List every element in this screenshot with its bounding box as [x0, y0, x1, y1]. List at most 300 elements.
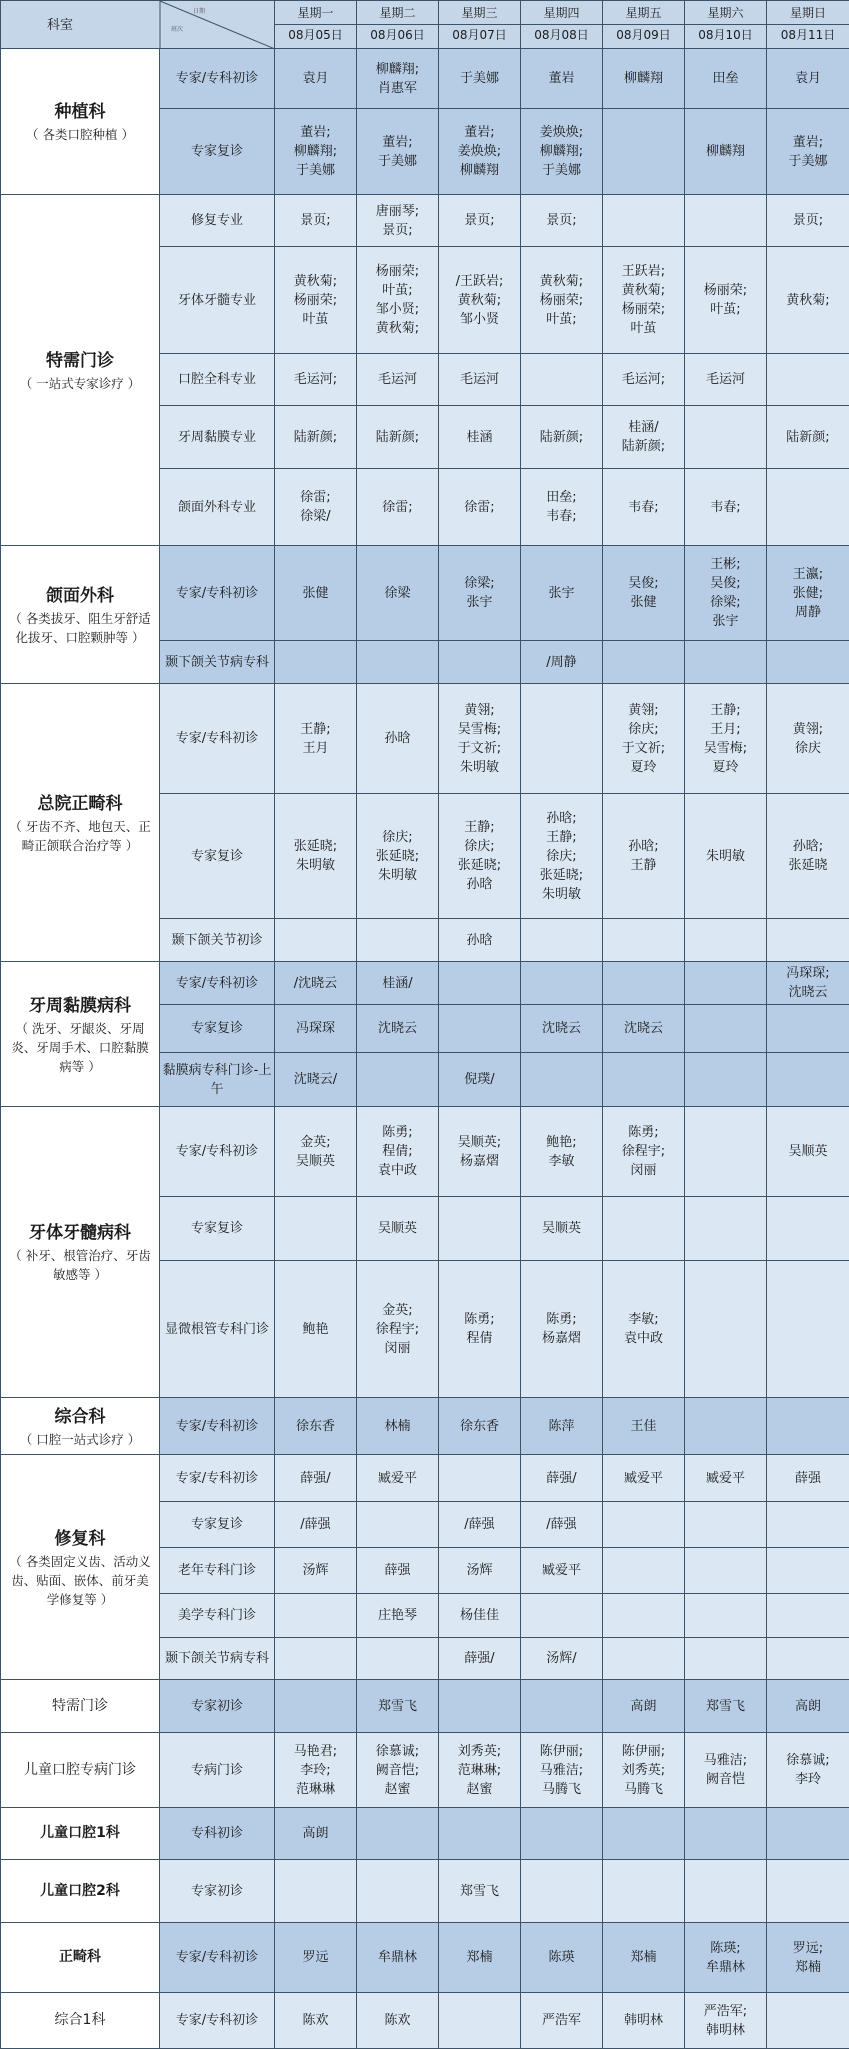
doctor-cell [603, 1502, 685, 1548]
doctor-cell [439, 1993, 521, 2049]
doctor-cell: 冯琛琛; 沈晓云 [767, 962, 849, 1005]
doctor-cell: 景页; [439, 195, 521, 247]
doctor-cell [275, 1197, 357, 1261]
doctor-cell: 薛强/ [521, 1455, 603, 1502]
doctor-cell: 董岩; 姜焕焕; 柳麟翔 [439, 109, 521, 195]
clinic-type-label: 专家初诊 [160, 1680, 275, 1733]
doctor-cell: 吴顺英 [521, 1197, 603, 1261]
department-description: （ 补牙、根管治疗、牙齿敏感等 ） [3, 1246, 157, 1284]
doctor-cell: 臧爱平 [603, 1455, 685, 1502]
doctor-cell [357, 919, 439, 962]
doctor-cell [603, 962, 685, 1005]
doctor-cell: 张延晓; 朱明敏 [275, 794, 357, 919]
department-description: （ 一站式专家诊疗 ） [3, 374, 157, 393]
doctor-cell: 毛运河; [603, 354, 685, 406]
doctor-cell: 庄艳琴 [357, 1594, 439, 1638]
doctor-cell [357, 1638, 439, 1680]
doctor-cell [685, 1594, 767, 1638]
schedule-row [1, 1923, 849, 1993]
department-name: 儿童口腔1科 [40, 1825, 120, 1841]
schedule-row [1, 195, 849, 247]
doctor-cell: /薛强 [439, 1502, 521, 1548]
schedule-row [1, 1455, 849, 1502]
department-yazhou [1, 962, 160, 1107]
doctor-cell: /王跃岩; 黄秋菊; 邹小贤 [439, 247, 521, 354]
clinic-type-label: 专家初诊 [160, 1860, 275, 1923]
doctor-cell: 汤辉 [275, 1548, 357, 1594]
doctor-cell: 徐慕诚; 李玲 [767, 1733, 849, 1808]
doctor-cell: 毛运河; [275, 354, 357, 406]
clinic-type-label: 专家/专科初诊 [160, 1455, 275, 1502]
doctor-cell: 臧爱平 [357, 1455, 439, 1502]
department-ertong1 [1, 1808, 160, 1860]
doctor-cell: 沈晓云 [521, 1005, 603, 1053]
doctor-cell [603, 919, 685, 962]
doctor-cell: 徐慕诚; 阙音恺; 赵蜜 [357, 1733, 439, 1808]
doctor-cell [439, 1005, 521, 1053]
clinic-type-label: 专家/专科初诊 [160, 1993, 275, 2049]
day-header: 星期三 08月07日 [439, 1, 521, 49]
doctor-cell: 董岩; 于美娜 [357, 109, 439, 195]
doctor-cell [685, 1860, 767, 1923]
schedule-row [1, 1733, 849, 1808]
doctor-cell [767, 1993, 849, 2049]
doctor-cell: 袁月 [767, 49, 849, 109]
doctor-cell [521, 1860, 603, 1923]
doctor-cell: 徐雷; [357, 469, 439, 546]
doctor-cell [685, 1502, 767, 1548]
clinic-type-label: 专家复诊 [160, 109, 275, 195]
schedule-row [1, 546, 849, 641]
doctor-cell: 陈欢 [275, 1993, 357, 2049]
doctor-cell [767, 1594, 849, 1638]
doctor-cell: 郑雪飞 [357, 1680, 439, 1733]
doctor-cell: 徐东香 [275, 1398, 357, 1455]
doctor-cell: 杨佳佳 [439, 1594, 521, 1638]
doctor-cell [685, 1638, 767, 1680]
doctor-cell: 黄秋菊; 杨丽荣; 叶茧; [521, 247, 603, 354]
department-xiufu [1, 1455, 160, 1680]
doctor-cell [521, 354, 603, 406]
doctor-cell [767, 1548, 849, 1594]
doctor-cell: 景页; [767, 195, 849, 247]
doctor-cell: 王静; 徐庆; 张延晓; 孙晗 [439, 794, 521, 919]
header-corner [1, 1, 275, 49]
doctor-cell [439, 1808, 521, 1860]
doctor-cell [685, 1005, 767, 1053]
clinic-type-label: 专家/专科初诊 [160, 546, 275, 641]
doctor-cell [439, 962, 521, 1005]
clinic-type-label: 专家/专科初诊 [160, 1398, 275, 1455]
doctor-cell: 毛运河 [439, 354, 521, 406]
day-header: 星期二 08月06日 [357, 1, 439, 49]
day-header: 星期五 08月09日 [603, 1, 685, 49]
doctor-cell: 黄秋菊; 杨丽荣; 叶茧 [275, 247, 357, 354]
doctor-cell: 徐庆; 张延晓; 朱明敏 [357, 794, 439, 919]
day-header: 星期一 08月05日 [275, 1, 357, 49]
clinic-type-label: 牙周黏膜专业 [160, 406, 275, 469]
doctor-cell [603, 1053, 685, 1107]
doctor-cell: /沈晓云 [275, 962, 357, 1005]
doctor-cell [275, 1860, 357, 1923]
doctor-cell: 桂涵/ [357, 962, 439, 1005]
schedule-row [1, 1808, 849, 1860]
doctor-cell [767, 919, 849, 962]
doctor-cell [603, 109, 685, 195]
doctor-cell [521, 1594, 603, 1638]
doctor-cell: 韦春; [685, 469, 767, 546]
department-name: 牙体牙髓病科 [3, 1220, 157, 1246]
doctor-cell: 陈萍 [521, 1398, 603, 1455]
doctor-cell: 马艳君; 李玲; 范琳琳 [275, 1733, 357, 1808]
doctor-cell [357, 641, 439, 684]
department-yati [1, 1107, 160, 1398]
schedule-row [1, 1993, 849, 2049]
clinic-type-label: 专病门诊 [160, 1733, 275, 1808]
doctor-cell: 黄翎; 吴雪梅; 于文祈; 朱明敏 [439, 684, 521, 794]
doctor-cell [603, 1860, 685, 1923]
department-zhengjike [1, 1923, 160, 1993]
doctor-cell [603, 1638, 685, 1680]
doctor-cell [767, 1197, 849, 1261]
doctor-cell: 姜焕焕; 柳麟翔; 于美娜 [521, 109, 603, 195]
schedule-row [1, 1398, 849, 1455]
doctor-cell: 陈勇; 杨嘉熠 [521, 1261, 603, 1398]
doctor-cell: /薛强 [521, 1502, 603, 1548]
corner-diagonal [1, 1, 275, 49]
doctor-cell: 景页; [521, 195, 603, 247]
clinic-type-label: 颌面外科专业 [160, 469, 275, 546]
doctor-cell: 吴顺英 [767, 1107, 849, 1197]
doctor-cell: 陈伊丽; 刘秀英; 马腾飞 [603, 1733, 685, 1808]
doctor-cell: 沈晓云 [357, 1005, 439, 1053]
doctor-cell [439, 641, 521, 684]
doctor-cell: 徐雷; 徐梁/ [275, 469, 357, 546]
doctor-cell: 徐东香 [439, 1398, 521, 1455]
doctor-cell: 吴顺英 [357, 1197, 439, 1261]
doctor-cell: 罗远; 郑楠 [767, 1923, 849, 1993]
doctor-cell [439, 1680, 521, 1733]
doctor-cell: 徐雷; [439, 469, 521, 546]
doctor-cell [521, 1808, 603, 1860]
doctor-cell: 毛运河 [357, 354, 439, 406]
clinic-type-label: 专家复诊 [160, 794, 275, 919]
doctor-cell: 王瀛; 张健; 周静 [767, 546, 849, 641]
department-name: 儿童口腔专病门诊 [24, 1762, 136, 1778]
doctor-cell [603, 641, 685, 684]
doctor-cell: 林楠 [357, 1398, 439, 1455]
doctor-cell [685, 919, 767, 962]
department-name: 牙周黏膜病科 [3, 993, 157, 1019]
clinic-type-label: 专家/专科初诊 [160, 1923, 275, 1993]
doctor-cell: 朱明敏 [685, 794, 767, 919]
doctor-cell: 杨丽荣; 叶茧; [685, 247, 767, 354]
doctor-cell: 韦春; [603, 469, 685, 546]
doctor-cell [767, 1261, 849, 1398]
doctor-cell: 袁月 [275, 49, 357, 109]
doctor-cell: 严浩军; 韩明林 [685, 1993, 767, 2049]
doctor-cell [603, 1197, 685, 1261]
doctor-cell [685, 641, 767, 684]
doctor-cell [357, 1860, 439, 1923]
department-hemian [1, 546, 160, 684]
schedule-row [1, 684, 849, 794]
doctor-cell: 高朗 [603, 1680, 685, 1733]
clinic-type-label: 黏膜病专科门诊-上午 [160, 1053, 275, 1107]
doctor-cell: 黄翎; 徐庆; 于文祈; 夏玲 [603, 684, 685, 794]
department-ertong2 [1, 1860, 160, 1923]
doctor-cell [685, 1107, 767, 1197]
doctor-cell [603, 1548, 685, 1594]
department-zonghe1 [1, 1993, 160, 2049]
doctor-cell: 毛运河 [685, 354, 767, 406]
doctor-cell: 王静; 王月; 吴雪梅; 夏玲 [685, 684, 767, 794]
doctor-cell [439, 1197, 521, 1261]
shift-axis-label: 班次 [171, 20, 183, 39]
doctor-cell [685, 1548, 767, 1594]
schedule-row [1, 49, 849, 109]
doctor-cell [275, 641, 357, 684]
doctor-cell: 郑楠 [603, 1923, 685, 1993]
doctor-cell [685, 1197, 767, 1261]
doctor-cell: 金英; 吴顺英 [275, 1107, 357, 1197]
clinic-type-label: 专科初诊 [160, 1808, 275, 1860]
doctor-cell: 鲍艳 [275, 1261, 357, 1398]
doctor-cell: 陆新颜; [275, 406, 357, 469]
doctor-cell: 汤辉 [439, 1548, 521, 1594]
doctor-cell: 郑楠 [439, 1923, 521, 1993]
doctor-cell: 董岩 [521, 49, 603, 109]
doctor-cell: 薛强 [357, 1548, 439, 1594]
department-zhongzhi [1, 49, 160, 195]
doctor-cell: 李敏; 袁中政 [603, 1261, 685, 1398]
doctor-cell: /周静 [521, 641, 603, 684]
doctor-cell [357, 1502, 439, 1548]
clinic-type-label: 专家/专科初诊 [160, 49, 275, 109]
doctor-cell [275, 1638, 357, 1680]
doctor-cell [521, 962, 603, 1005]
schedule-row [1, 962, 849, 1005]
department-description: （ 各类拔牙、阻生牙舒适化拔牙、口腔颗肿等 ） [3, 609, 157, 647]
header-row [1, 1, 849, 49]
doctor-cell [767, 1860, 849, 1923]
doctor-cell [603, 195, 685, 247]
clinic-type-label: 专家复诊 [160, 1502, 275, 1548]
department-name: 特需门诊 [52, 1698, 108, 1714]
department-name: 总院正畸科 [3, 791, 157, 817]
doctor-cell: 薛强/ [439, 1638, 521, 1680]
doctor-cell: 陈勇; 徐程宇; 闵丽 [603, 1107, 685, 1197]
doctor-cell: 冯琛琛 [275, 1005, 357, 1053]
day-header: 星期四 08月08日 [521, 1, 603, 49]
clinic-type-label: 修复专业 [160, 195, 275, 247]
date-axis-label: 日期 [193, 2, 205, 21]
doctor-cell: 汤辉/ [521, 1638, 603, 1680]
doctor-cell [767, 1808, 849, 1860]
doctor-cell: 徐梁 [357, 546, 439, 641]
doctor-cell: 王跃岩; 黄秋菊; 杨丽荣; 叶茧 [603, 247, 685, 354]
doctor-cell: 陆新颜; [767, 406, 849, 469]
doctor-cell: 徐梁; 张宇 [439, 546, 521, 641]
doctor-cell: 郑雪飞 [439, 1860, 521, 1923]
doctor-cell: 黄秋菊; [767, 247, 849, 354]
clinic-type-label: 美学专科门诊 [160, 1594, 275, 1638]
clinic-type-label: 颞下颌关节病专科 [160, 1638, 275, 1680]
doctor-cell [439, 1455, 521, 1502]
clinic-type-label: 专家复诊 [160, 1197, 275, 1261]
doctor-cell [767, 641, 849, 684]
doctor-cell: 柳麟翔 [603, 49, 685, 109]
doctor-cell: 高朗 [275, 1808, 357, 1860]
doctor-cell [767, 1005, 849, 1053]
clinic-type-label: 颞下颌关节病专科 [160, 641, 275, 684]
doctor-cell: 田垒; 韦春; [521, 469, 603, 546]
doctor-cell: 黄翎; 徐庆 [767, 684, 849, 794]
doctor-cell [685, 195, 767, 247]
department-name: 修复科 [3, 1526, 157, 1552]
doctor-cell: 孙晗; 王静; 徐庆; 张延晓; 朱明敏 [521, 794, 603, 919]
clinic-type-label: 牙体牙髓专业 [160, 247, 275, 354]
doctor-cell: 陈欢 [357, 1993, 439, 2049]
department-name: 特需门诊 [3, 348, 157, 374]
doctor-cell: /薛强 [275, 1502, 357, 1548]
department-description: （ 口腔一站式诊疗 ） [3, 1430, 157, 1449]
doctor-cell [521, 1680, 603, 1733]
doctor-cell: 马雅洁; 阙音恺 [685, 1733, 767, 1808]
doctor-cell: 张宇 [521, 546, 603, 641]
doctor-cell: 孙晗; 张延晓 [767, 794, 849, 919]
department-texu [1, 195, 160, 546]
doctor-cell [767, 1398, 849, 1455]
doctor-cell: 王静; 王月 [275, 684, 357, 794]
doctor-cell [685, 1053, 767, 1107]
department-name: 综合科 [3, 1404, 157, 1430]
doctor-cell: 柳麟翔; 肖惠军 [357, 49, 439, 109]
clinic-type-label: 专家/专科初诊 [160, 684, 275, 794]
doctor-cell [603, 1594, 685, 1638]
department-texu2 [1, 1680, 160, 1733]
day-header: 星期日 08月11日 [767, 1, 849, 49]
doctor-cell: 刘秀英; 范琳琳; 赵蜜 [439, 1733, 521, 1808]
day-header: 星期六 08月10日 [685, 1, 767, 49]
doctor-cell: 薛强 [767, 1455, 849, 1502]
doctor-cell: 唐丽琴; 景页; [357, 195, 439, 247]
department-description: （ 各类固定义齿、活动义齿、贴面、嵌体、前牙美学修复等 ） [3, 1552, 157, 1609]
doctor-cell: 桂涵/ 陆新颜; [603, 406, 685, 469]
dept-column-label: 科室 [47, 16, 73, 35]
department-description: （ 各类口腔种植 ） [3, 125, 157, 144]
doctor-cell [275, 1680, 357, 1733]
doctor-cell: 吴俊; 张健 [603, 546, 685, 641]
doctor-cell [767, 1053, 849, 1107]
clinic-type-label: 口腔全科专业 [160, 354, 275, 406]
doctor-cell [357, 1053, 439, 1107]
schedule-row [1, 1860, 849, 1923]
clinic-type-label: 专家复诊 [160, 1005, 275, 1053]
department-ertong [1, 1733, 160, 1808]
department-name: 正畸科 [59, 1949, 101, 1965]
doctor-cell: 严浩军 [521, 1993, 603, 2049]
doctor-cell: 田垒 [685, 49, 767, 109]
doctor-cell [685, 1261, 767, 1398]
schedule-row [1, 1680, 849, 1733]
department-name: 儿童口腔2科 [40, 1883, 120, 1899]
doctor-cell: 金英; 徐程宇; 闵丽 [357, 1261, 439, 1398]
department-zhengji [1, 684, 160, 962]
doctor-cell [275, 1594, 357, 1638]
clinic-type-label: 颞下颌关节初诊 [160, 919, 275, 962]
doctor-cell: 陈勇; 程倩 [439, 1261, 521, 1398]
doctor-cell [685, 1398, 767, 1455]
doctor-cell [767, 1638, 849, 1680]
doctor-cell [767, 469, 849, 546]
department-name: 种植科 [3, 99, 157, 125]
doctor-cell: 张健 [275, 546, 357, 641]
doctor-cell: 鲍艳; 李敏 [521, 1107, 603, 1197]
doctor-cell [521, 1053, 603, 1107]
doctor-cell: 杨丽荣; 叶茧; 邹小贤; 黄秋菊; [357, 247, 439, 354]
doctor-cell: 董岩; 柳麟翔; 于美娜 [275, 109, 357, 195]
doctor-cell [767, 1502, 849, 1548]
doctor-cell [521, 684, 603, 794]
doctor-cell [521, 919, 603, 962]
clinic-type-label: 老年专科门诊 [160, 1548, 275, 1594]
doctor-cell: 沈晓云 [603, 1005, 685, 1053]
doctor-cell: 韩明林 [603, 1993, 685, 2049]
clinic-type-label: 显微根管专科门诊 [160, 1261, 275, 1398]
doctor-cell: 陈瑛; 牟鼎林 [685, 1923, 767, 1993]
doctor-cell [603, 1808, 685, 1860]
doctor-cell: 沈晓云/ [275, 1053, 357, 1107]
doctor-cell: 董岩; 于美娜 [767, 109, 849, 195]
clinic-type-label: 专家/专科初诊 [160, 962, 275, 1005]
doctor-cell: 陈伊丽; 马雅洁; 马腾飞 [521, 1733, 603, 1808]
doctor-cell: 高朗 [767, 1680, 849, 1733]
doctor-cell: 吴顺英; 杨嘉熠 [439, 1107, 521, 1197]
doctor-cell: 臧爱平 [685, 1455, 767, 1502]
schedule-row [1, 1107, 849, 1197]
department-zonghe [1, 1398, 160, 1455]
doctor-cell: 陈勇; 程倩; 袁中政 [357, 1107, 439, 1197]
doctor-cell: 景页; [275, 195, 357, 247]
doctor-cell: 孙晗 [439, 919, 521, 962]
doctor-cell: 王佳 [603, 1398, 685, 1455]
doctor-cell: 臧爱平 [521, 1548, 603, 1594]
doctor-cell: 罗远 [275, 1923, 357, 1993]
doctor-cell: 薛强/ [275, 1455, 357, 1502]
doctor-cell [685, 1808, 767, 1860]
clinic-type-label: 专家/专科初诊 [160, 1107, 275, 1197]
doctor-cell: 孙晗; 王静 [603, 794, 685, 919]
doctor-cell: 牟鼎林 [357, 1923, 439, 1993]
department-name: 颌面外科 [3, 583, 157, 609]
doctor-cell [685, 406, 767, 469]
department-name: 综合1科 [55, 2012, 106, 2028]
doctor-cell: 郑雪飞 [685, 1680, 767, 1733]
department-description: （ 牙齿不齐、地包天、正畸正颌联合治疗等 ） [3, 817, 157, 855]
doctor-cell [275, 919, 357, 962]
doctor-cell: 陈瑛 [521, 1923, 603, 1993]
doctor-cell: 桂涵 [439, 406, 521, 469]
doctor-cell: 于美娜 [439, 49, 521, 109]
doctor-cell: 倪璞/ [439, 1053, 521, 1107]
doctor-cell [767, 354, 849, 406]
doctor-cell: 王彬; 吴俊; 徐梁; 张宇 [685, 546, 767, 641]
doctor-cell: 陆新颜; [521, 406, 603, 469]
doctor-cell: 陆新颜; [357, 406, 439, 469]
doctor-cell: 柳麟翔 [685, 109, 767, 195]
doctor-cell: 孙晗 [357, 684, 439, 794]
